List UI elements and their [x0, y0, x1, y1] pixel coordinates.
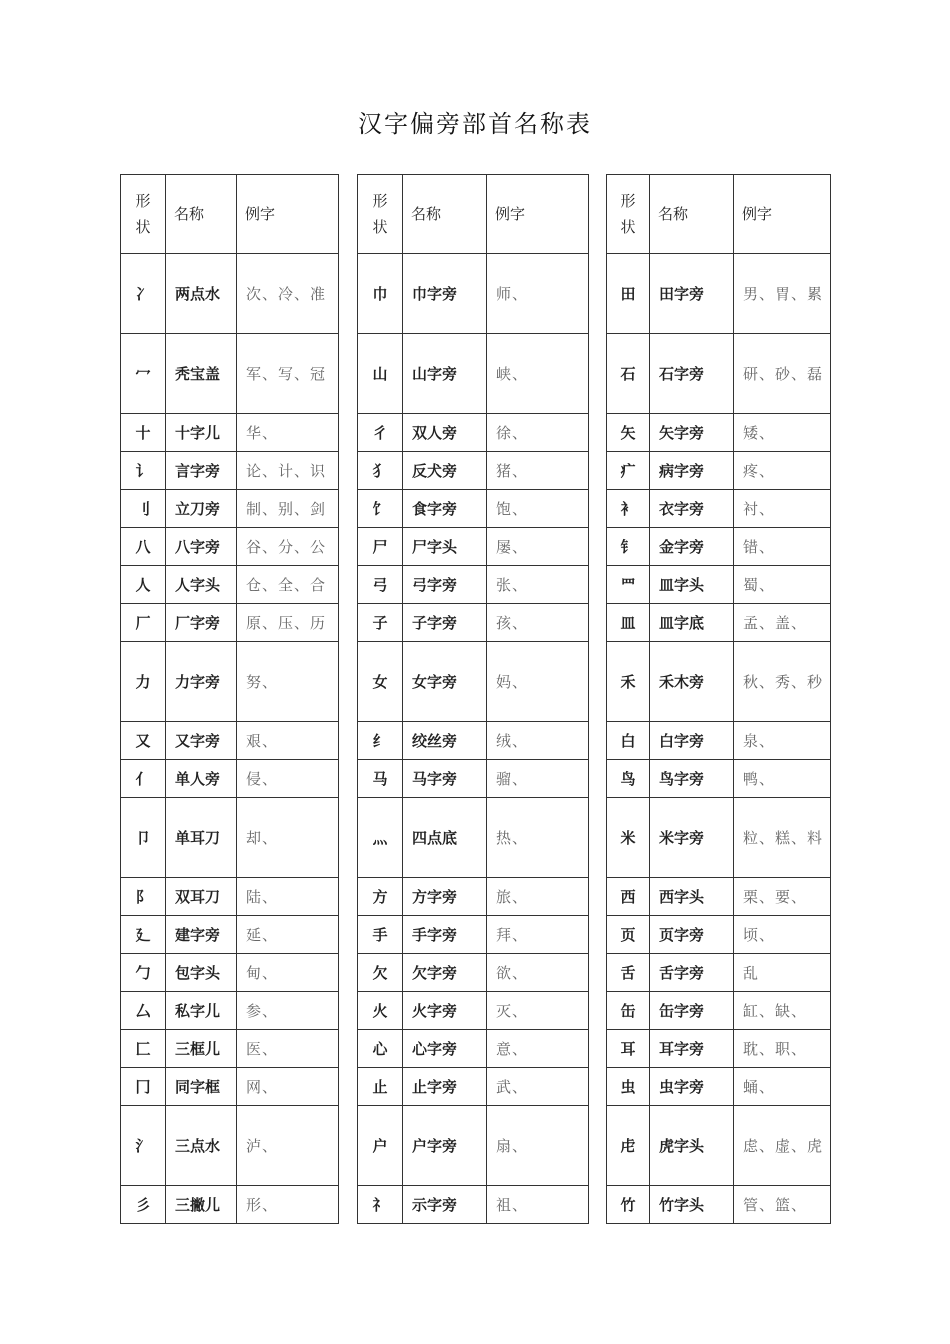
- table-row: [121, 1106, 339, 1186]
- radical-shape: 氵: [121, 1106, 166, 1186]
- radical-example: 蜀、: [734, 566, 831, 604]
- radical-name: 耳字旁: [650, 1030, 734, 1068]
- radical-shape: 尸: [358, 528, 403, 566]
- radical-table-2: [357, 174, 589, 1224]
- radical-name: 立刀旁: [166, 490, 237, 528]
- radical-name: 欠字旁: [403, 954, 487, 992]
- radical-shape: 犭: [358, 452, 403, 490]
- radical-name: 三撇儿: [166, 1186, 237, 1224]
- table-row: [607, 566, 831, 604]
- radical-name: 尸字头: [403, 528, 487, 566]
- header-shape: [121, 175, 166, 254]
- radical-shape: 饣: [358, 490, 403, 528]
- radical-name: 皿字底: [650, 604, 734, 642]
- radical-example: 泸、: [237, 1106, 339, 1186]
- header-name: 名称: [650, 175, 734, 254]
- radical-name: 马字旁: [403, 760, 487, 798]
- radical-example: 疼、: [734, 452, 831, 490]
- radical-name: 力字旁: [166, 642, 237, 722]
- radical-shape: 衤: [607, 490, 650, 528]
- radical-shape: 心: [358, 1030, 403, 1068]
- radical-example: 师、: [487, 254, 589, 334]
- table-row: [358, 452, 589, 490]
- radical-name: 虎字头: [650, 1106, 734, 1186]
- table-row: [358, 254, 589, 334]
- header-name: 名称: [166, 175, 237, 254]
- radical-shape: 虍: [607, 1106, 650, 1186]
- radical-name: 户字旁: [403, 1106, 487, 1186]
- table-row: [121, 992, 339, 1030]
- radical-example: 峡、: [487, 334, 589, 414]
- radical-example: 制、别、剑: [237, 490, 339, 528]
- table-row: [121, 566, 339, 604]
- radical-example: 妈、: [487, 642, 589, 722]
- radical-shape: 又: [121, 722, 166, 760]
- radical-example: 形、: [237, 1186, 339, 1224]
- radical-shape: 矢: [607, 414, 650, 452]
- radical-shape: 力: [121, 642, 166, 722]
- radical-example: 顷、: [734, 916, 831, 954]
- header-example: 例字: [237, 175, 339, 254]
- radical-shape: 子: [358, 604, 403, 642]
- radical-example: 却、: [237, 798, 339, 878]
- radical-shape: 户: [358, 1106, 403, 1186]
- header-shape-label: 形状: [620, 192, 636, 236]
- table-row: [358, 916, 589, 954]
- radical-example: 粒、糕、料: [734, 798, 831, 878]
- radical-shape: 女: [358, 642, 403, 722]
- radical-name: 同字框: [166, 1068, 237, 1106]
- radical-example: 意、: [487, 1030, 589, 1068]
- table-row: [121, 916, 339, 954]
- table-row: [358, 1068, 589, 1106]
- radical-shape: 方: [358, 878, 403, 916]
- table-row: [607, 1106, 831, 1186]
- table-row: [607, 1030, 831, 1068]
- table-row: [358, 1030, 589, 1068]
- radical-example: 努、: [237, 642, 339, 722]
- header-name: 名称: [403, 175, 487, 254]
- radical-example: 华、: [237, 414, 339, 452]
- header-row: [607, 175, 831, 254]
- radical-example: 矮、: [734, 414, 831, 452]
- table-row: [358, 490, 589, 528]
- radical-example: 拜、: [487, 916, 589, 954]
- table-row: [607, 642, 831, 722]
- radical-shape: 礻: [358, 1186, 403, 1224]
- radical-name: 衣字旁: [650, 490, 734, 528]
- radical-name: 又字旁: [166, 722, 237, 760]
- table-row: [121, 1068, 339, 1106]
- page-title: 汉字偏旁部首名称表: [358, 110, 592, 138]
- radical-example: 旅、: [487, 878, 589, 916]
- radical-name: 四点底: [403, 798, 487, 878]
- table-row: [358, 878, 589, 916]
- table-row: [121, 452, 339, 490]
- radical-shape: 卩: [121, 798, 166, 878]
- table-row: [607, 1068, 831, 1106]
- radical-name: 竹字头: [650, 1186, 734, 1224]
- radical-name: 单耳刀: [166, 798, 237, 878]
- radical-example: 热、: [487, 798, 589, 878]
- radical-name: 病字旁: [650, 452, 734, 490]
- radical-shape: 钅: [607, 528, 650, 566]
- radical-example: 衬、: [734, 490, 831, 528]
- radical-name: 米字旁: [650, 798, 734, 878]
- radical-table-3: [606, 174, 831, 1224]
- radical-shape: 阝: [121, 878, 166, 916]
- radical-shape: 冖: [121, 334, 166, 414]
- radical-example: 张、: [487, 566, 589, 604]
- radical-name: 舌字旁: [650, 954, 734, 992]
- table-row: [121, 760, 339, 798]
- radical-shape: 虫: [607, 1068, 650, 1106]
- table-row: [607, 722, 831, 760]
- radical-example: 乱: [734, 954, 831, 992]
- radical-shape: 冂: [121, 1068, 166, 1106]
- radical-example: 参、: [237, 992, 339, 1030]
- radical-shape: 火: [358, 992, 403, 1030]
- radical-example: 医、: [237, 1030, 339, 1068]
- radical-example: 徐、: [487, 414, 589, 452]
- table-row: [121, 604, 339, 642]
- radical-name: 女字旁: [403, 642, 487, 722]
- radical-example: 骝、: [487, 760, 589, 798]
- table-row: [358, 992, 589, 1030]
- radical-name: 厂字旁: [166, 604, 237, 642]
- radical-shape: 山: [358, 334, 403, 414]
- radical-example: 研、砂、磊: [734, 334, 831, 414]
- radical-example: 绒、: [487, 722, 589, 760]
- radical-example: 屡、: [487, 528, 589, 566]
- radical-name: 双人旁: [403, 414, 487, 452]
- radical-name: 十字儿: [166, 414, 237, 452]
- table-row: [358, 1186, 589, 1224]
- radical-shape: 舌: [607, 954, 650, 992]
- radical-name: 建字旁: [166, 916, 237, 954]
- radical-example: 男、胃、累: [734, 254, 831, 334]
- radical-name: 禾木旁: [650, 642, 734, 722]
- radical-shape: 罒: [607, 566, 650, 604]
- radical-example: 论、计、识: [237, 452, 339, 490]
- radical-shape: 止: [358, 1068, 403, 1106]
- radical-name: 止字旁: [403, 1068, 487, 1106]
- radical-shape: 冫: [121, 254, 166, 334]
- radical-name: 金字旁: [650, 528, 734, 566]
- radical-shape: 人: [121, 566, 166, 604]
- table-row: [121, 878, 339, 916]
- table-row: [121, 490, 339, 528]
- radical-example: 蛹、: [734, 1068, 831, 1106]
- table-row: [607, 414, 831, 452]
- radical-name: 缶字旁: [650, 992, 734, 1030]
- radical-shape: 米: [607, 798, 650, 878]
- radical-name: 西字头: [650, 878, 734, 916]
- radical-shape: 十: [121, 414, 166, 452]
- header-shape-label: 形状: [372, 192, 388, 236]
- radical-name: 方字旁: [403, 878, 487, 916]
- header-shape: [607, 175, 650, 254]
- table-row: [358, 760, 589, 798]
- radical-name: 手字旁: [403, 916, 487, 954]
- radical-example: 泉、: [734, 722, 831, 760]
- radical-example: 鸭、: [734, 760, 831, 798]
- table-row: [607, 452, 831, 490]
- radical-name: 火字旁: [403, 992, 487, 1030]
- radical-shape: 皿: [607, 604, 650, 642]
- radical-name: 白字旁: [650, 722, 734, 760]
- header-example: 例字: [734, 175, 831, 254]
- radical-name: 山字旁: [403, 334, 487, 414]
- header-row: [121, 175, 339, 254]
- table-row: [121, 254, 339, 334]
- radical-shape: 刂: [121, 490, 166, 528]
- radical-example: 延、: [237, 916, 339, 954]
- radical-example: 原、压、历: [237, 604, 339, 642]
- radical-example: 灭、: [487, 992, 589, 1030]
- radical-example: 猪、: [487, 452, 589, 490]
- radical-example: 祖、: [487, 1186, 589, 1224]
- radical-example: 错、: [734, 528, 831, 566]
- radical-name: 言字旁: [166, 452, 237, 490]
- radical-name: 私字儿: [166, 992, 237, 1030]
- radical-example: 欲、: [487, 954, 589, 992]
- radical-name: 三框儿: [166, 1030, 237, 1068]
- radical-name: 弓字旁: [403, 566, 487, 604]
- radical-shape: 欠: [358, 954, 403, 992]
- radical-example: 网、: [237, 1068, 339, 1106]
- radical-example: 谷、分、公: [237, 528, 339, 566]
- radical-name: 虫字旁: [650, 1068, 734, 1106]
- radical-shape: 疒: [607, 452, 650, 490]
- header-shape-label: 形状: [135, 192, 151, 236]
- radical-shape: 匚: [121, 1030, 166, 1068]
- radical-name: 巾字旁: [403, 254, 487, 334]
- table-row: [121, 642, 339, 722]
- radical-name: 子字旁: [403, 604, 487, 642]
- radical-shape: 弓: [358, 566, 403, 604]
- radical-example: 饱、: [487, 490, 589, 528]
- table-row: [358, 954, 589, 992]
- radical-example: 管、篮、: [734, 1186, 831, 1224]
- radical-shape: 八: [121, 528, 166, 566]
- table-row: [358, 642, 589, 722]
- radical-table-1: [120, 174, 339, 1224]
- table-row: [358, 414, 589, 452]
- radical-name: 两点水: [166, 254, 237, 334]
- radical-shape: 彡: [121, 1186, 166, 1224]
- radical-example: 陆、: [237, 878, 339, 916]
- radical-name: 页字旁: [650, 916, 734, 954]
- table-row: [358, 528, 589, 566]
- table-row: [358, 798, 589, 878]
- table-row: [358, 1106, 589, 1186]
- radical-shape: 灬: [358, 798, 403, 878]
- radical-shape: 西: [607, 878, 650, 916]
- header-example: 例字: [487, 175, 589, 254]
- table-row: [121, 722, 339, 760]
- radical-name: 单人旁: [166, 760, 237, 798]
- radical-name: 秃宝盖: [166, 334, 237, 414]
- radical-name: 矢字旁: [650, 414, 734, 452]
- radical-shape: 纟: [358, 722, 403, 760]
- radical-example: 虑、虚、虎: [734, 1106, 831, 1186]
- table-row: [121, 1186, 339, 1224]
- radical-name: 石字旁: [650, 334, 734, 414]
- table-row: [607, 1186, 831, 1224]
- radical-name: 田字旁: [650, 254, 734, 334]
- table-row: [607, 334, 831, 414]
- radical-example: 军、写、冠: [237, 334, 339, 414]
- table-row: [607, 490, 831, 528]
- table-row: [607, 760, 831, 798]
- table-row: [607, 992, 831, 1030]
- radical-shape: 缶: [607, 992, 650, 1030]
- radical-shape: 巾: [358, 254, 403, 334]
- radical-shape: 竹: [607, 1186, 650, 1224]
- table-row: [358, 566, 589, 604]
- radical-shape: 鸟: [607, 760, 650, 798]
- radical-example: 武、: [487, 1068, 589, 1106]
- table-row: [607, 798, 831, 878]
- table-row: [607, 254, 831, 334]
- radical-example: 孟、盖、: [734, 604, 831, 642]
- table-row: [121, 528, 339, 566]
- radical-shape: 厶: [121, 992, 166, 1030]
- table-row: [607, 916, 831, 954]
- radical-example: 扇、: [487, 1106, 589, 1186]
- radical-shape: 页: [607, 916, 650, 954]
- radical-name: 双耳刀: [166, 878, 237, 916]
- radical-name: 八字旁: [166, 528, 237, 566]
- radical-example: 耽、职、: [734, 1030, 831, 1068]
- radical-example: 侵、: [237, 760, 339, 798]
- radical-name: 皿字头: [650, 566, 734, 604]
- table-row: [358, 722, 589, 760]
- radical-example: 次、冷、准: [237, 254, 339, 334]
- table-row: [358, 334, 589, 414]
- radical-name: 三点水: [166, 1106, 237, 1186]
- radical-example: 栗、要、: [734, 878, 831, 916]
- table-row: [607, 528, 831, 566]
- table-row: [607, 878, 831, 916]
- header-row: [358, 175, 589, 254]
- radical-example: 艰、: [237, 722, 339, 760]
- radical-name: 食字旁: [403, 490, 487, 528]
- header-shape: [358, 175, 403, 254]
- radical-name: 包字头: [166, 954, 237, 992]
- radical-example: 仓、全、合: [237, 566, 339, 604]
- radical-shape: 彳: [358, 414, 403, 452]
- radical-shape: 厂: [121, 604, 166, 642]
- table-row: [121, 1030, 339, 1068]
- radical-shape: 马: [358, 760, 403, 798]
- table-row: [607, 954, 831, 992]
- radical-shape: 白: [607, 722, 650, 760]
- radical-shape: 廴: [121, 916, 166, 954]
- radical-example: 秋、秀、秒: [734, 642, 831, 722]
- radical-example: 甸、: [237, 954, 339, 992]
- radical-shape: 亻: [121, 760, 166, 798]
- radical-name: 绞丝旁: [403, 722, 487, 760]
- table-row: [358, 604, 589, 642]
- radical-name: 人字头: [166, 566, 237, 604]
- table-row: [121, 334, 339, 414]
- radical-shape: 讠: [121, 452, 166, 490]
- radical-name: 心字旁: [403, 1030, 487, 1068]
- table-row: [121, 798, 339, 878]
- radical-shape: 石: [607, 334, 650, 414]
- table-row: [607, 604, 831, 642]
- radical-shape: 耳: [607, 1030, 650, 1068]
- radical-name: 鸟字旁: [650, 760, 734, 798]
- radical-example: 缸、缺、: [734, 992, 831, 1030]
- radical-shape: 禾: [607, 642, 650, 722]
- radical-name: 示字旁: [403, 1186, 487, 1224]
- radical-shape: 手: [358, 916, 403, 954]
- table-row: [121, 954, 339, 992]
- radical-shape: 田: [607, 254, 650, 334]
- table-row: [121, 414, 339, 452]
- radical-name: 反犬旁: [403, 452, 487, 490]
- radical-shape: 勹: [121, 954, 166, 992]
- radical-example: 孩、: [487, 604, 589, 642]
